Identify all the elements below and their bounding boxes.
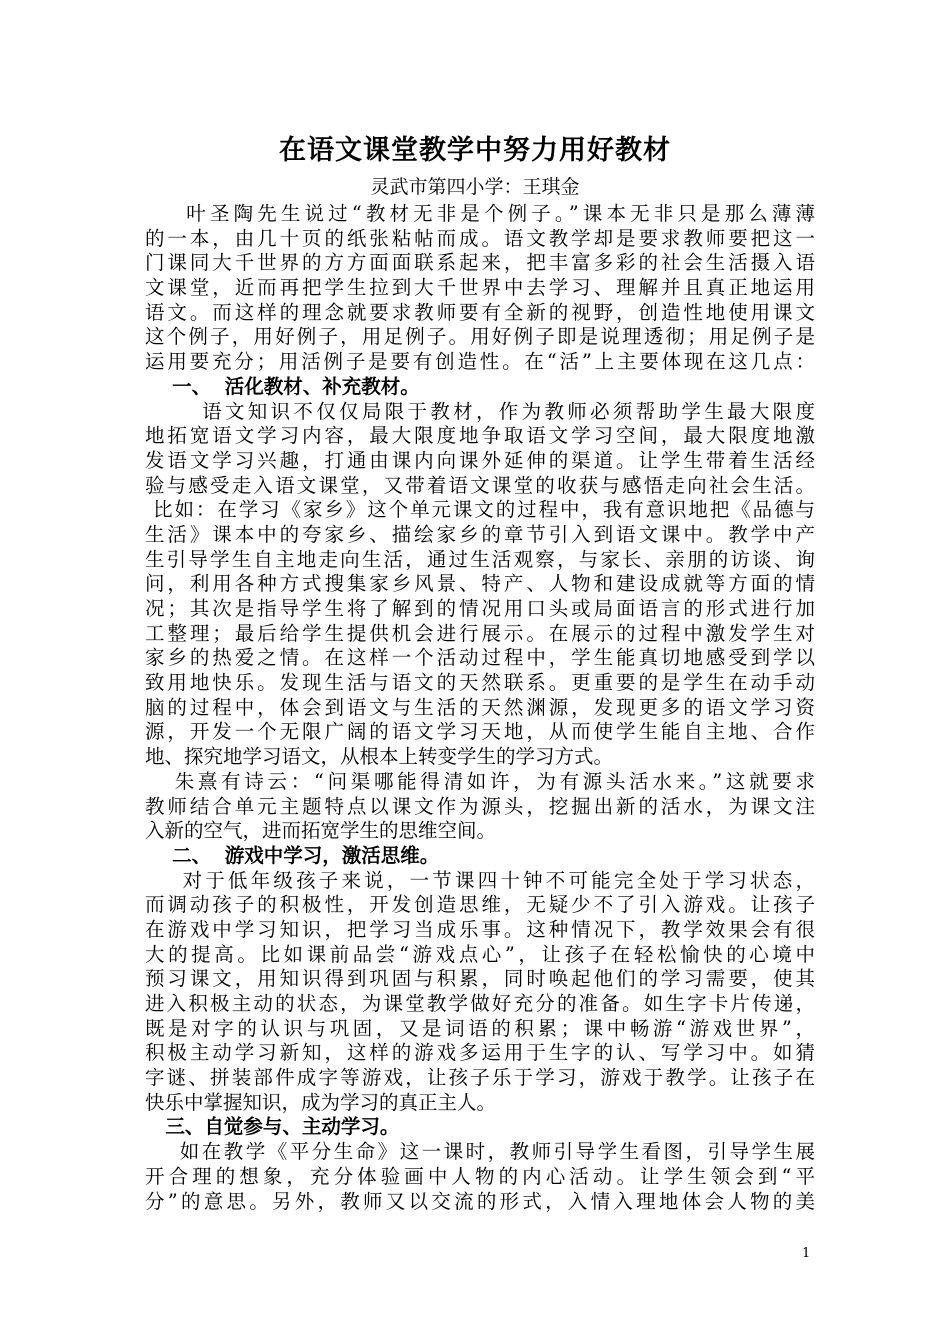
paragraph-line: 发语文学习兴趣，打通由课内向课外延伸的渠道。让学生带着生活经 <box>145 448 815 472</box>
author-line: 灵武市第四小学：王琪金 <box>370 176 580 198</box>
page-number: 1 <box>802 1246 811 1261</box>
section-heading: 三、自觉参与、主动学习。 <box>145 1115 400 1139</box>
paragraph-line: 的一本，由几十页的纸张粘帖而成。语文教学却是要求教师要把这一 <box>145 226 815 250</box>
paragraph-line: 致用地快乐。发现生活与语文的天然联系。更重要的是学生在动手动 <box>145 671 815 695</box>
paragraph-line: 既是对字的认识与巩固，又是词语的积累；课中畅游“游戏世界”， <box>145 1016 815 1040</box>
paragraph-line: 运用要充分；用活例子是要有创造性。在“活”上主要体现在这几点： <box>145 350 815 374</box>
paragraph-line: 积极主动学习新知，这样的游戏多运用于生字的认、写学习中。如猜 <box>145 1041 815 1065</box>
paragraph-line: 语文。而这样的理念就要求教师要有全新的视野，创造性地使用课文 <box>145 300 815 324</box>
paragraph-line: 教师结合单元主题特点以课文作为源头，挖掘出新的活水，为课文注 <box>145 794 815 818</box>
paragraph-line: 这个例子，用好例子，用足例子。用好例子即是说理透彻；用足例子是 <box>145 325 815 349</box>
paragraph-line: 况；其次是指导学生将了解到的情况用口头或局面语言的形式进行加 <box>145 597 815 620</box>
paragraph-line: 对于低年级孩子来说，一节课四十钟不可能完全处于学习状态， <box>145 868 815 892</box>
paragraph-line: 源，开发一个无限广阔的语文学习天地，从而使学生能自主地、合作 <box>145 720 815 744</box>
paragraph-line: 验与感受走入语文课堂，又带着语文课堂的收获与感悟走向社会生活。 <box>145 473 815 497</box>
paragraph-line: 进入积极主动的状态，为课堂教学做好充分的准备。如生字卡片传递， <box>145 992 815 1015</box>
paragraph-line: 脑的过程中，体会到语文与生活的天然渊源，发现更多的语文学习资 <box>145 695 815 719</box>
paragraph-line: 如在教学《平分生命》这一课时，教师引导学生看图，引导学生展 <box>145 1140 815 1164</box>
paragraph-line: 地拓宽语文学习内容，最大限度地争取语文学习空间，最大限度地激 <box>145 424 815 448</box>
section-heading: 一、 活化教材、补充教材。 <box>145 374 420 398</box>
paragraph-line: 文课堂，近而再把学生拉到大千世界中去学习、理解并且真正地运用 <box>145 276 815 300</box>
paragraph-line: 在游戏中学习知识，把学习当成乐事。这种情况下，教学效果会有很 <box>145 917 815 941</box>
paragraph-line: 叶圣陶先生说过“教材无非是个例子。”课本无非只是那么薄薄 <box>145 202 815 225</box>
paragraph-line: 家乡的热爱之情。在这样一个活动过程中，学生能真切地感受到学以 <box>145 646 815 670</box>
paragraph-line: 而调动孩子的积极性，开发创造思维，无疑少不了引入游戏。让孩子 <box>145 893 815 917</box>
paragraph-line: 生引导学生自主地走向生活，通过生活观察，与家长、亲朋的访谈、询 <box>145 547 815 571</box>
paragraph-line: 工整理；最后给学生提供机会进行展示。在展示的过程中激发学生对 <box>145 621 815 645</box>
paragraph-line: 分”的意思。另外，教师又以交流的形式，入情入理地体会人物的美 <box>145 1189 815 1213</box>
paragraph-line: 预习课文，用知识得到巩固与积累，同时唤起他们的学习需要，使其 <box>145 967 815 991</box>
paragraph-line: 问，利用各种方式搜集家乡风景、特产、人物和建设成就等方面的情 <box>145 572 815 596</box>
paragraph-line: 生活》课本中的夸家乡、描绘家乡的章节引入到语文课中。教学中产 <box>145 522 815 546</box>
paragraph-line: 语文知识不仅仅局限于教材，作为教师必须帮助学生最大限度 <box>145 399 815 423</box>
document-title: 在语文课堂教学中努力用好教材 <box>279 135 671 166</box>
paragraph-line: 门课同大千世界的方方面面联系起来，把丰富多彩的社会生活摄入语 <box>145 251 815 275</box>
section-heading: 二、 游戏中学习，激活思维。 <box>145 843 440 867</box>
paragraph-line: 比如：在学习《家乡》这个单元课文的过程中，我有意识地把《品德与 <box>145 498 815 522</box>
paragraph-line: 地、探究地学习语文，从根本上转变学生的学习方式。 <box>145 745 614 769</box>
paragraph-line: 开合理的想象，充分体验画中人物的内心活动。让学生领会到“平 <box>145 1164 815 1188</box>
paragraph-line: 入新的空气，进而拓宽学生的思维空间。 <box>145 819 497 843</box>
paragraph-line: 快乐中掌握知识，成为学习的真正主人。 <box>145 1090 497 1114</box>
body-text <box>145 202 815 1214</box>
paragraph-line: 朱熹有诗云：“问渠哪能得清如许，为有源头活水来。”这就要求 <box>145 769 815 793</box>
paragraph-line: 字谜、拼装部件成字等游戏，让孩子乐于学习，游戏于教学。让孩子在 <box>145 1066 815 1090</box>
paragraph-line: 大的提高。比如课前品尝“游戏点心”，让孩子在轻松愉快的心境中 <box>145 942 815 966</box>
